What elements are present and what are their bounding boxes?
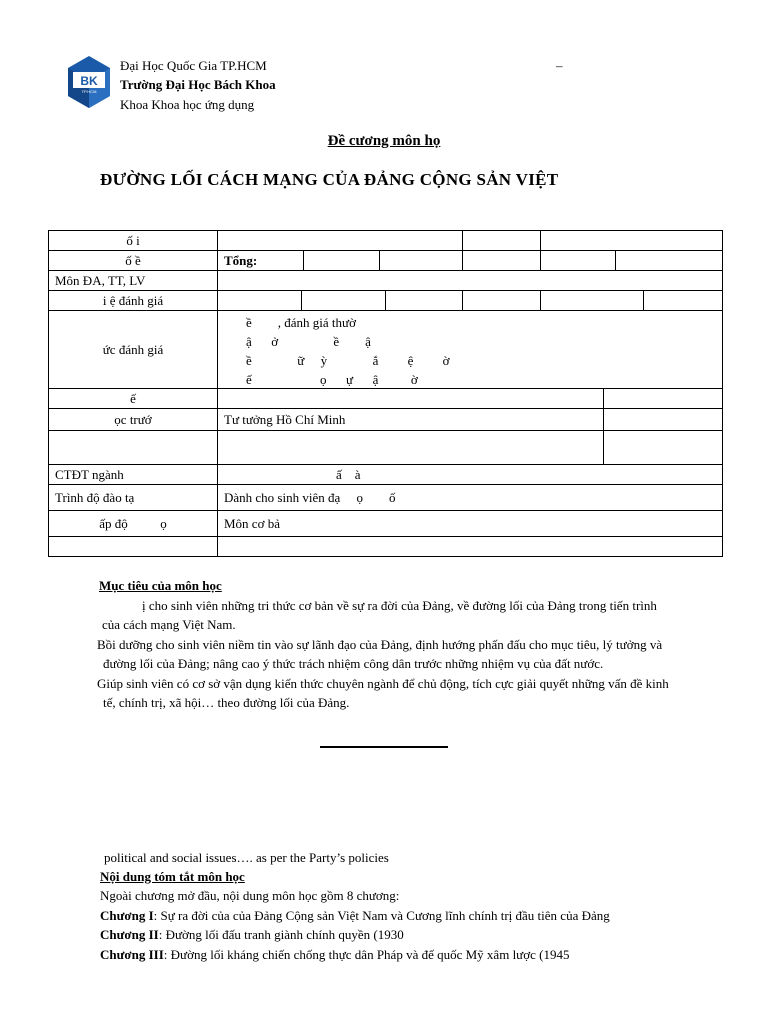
table-cell (603, 431, 722, 464)
chapter-label: Chương II (100, 927, 159, 942)
table-cell (217, 231, 462, 250)
assessment-line: ậ ở ề ậ (246, 334, 371, 349)
objectives-paragraph: Giúp sinh viên có cơ sở vận dụng kiến thức chuyên ngành để chủ động, tích cực giải quyết những vấn đề kinh (97, 676, 669, 691)
summary-heading: Nội dung tóm tắt môn học (100, 869, 245, 884)
chapter-item (100, 927, 404, 943)
objectives-paragraph: tế, chính trị, xã hội… theo đường lối của Đảng. (103, 695, 350, 710)
objectives-heading: Mục tiêu của môn học (99, 578, 222, 593)
table-cell-label: Trình độ đào tạ (55, 489, 135, 505)
table-row (49, 231, 722, 251)
table-row (49, 409, 722, 431)
table-cell-label: ố ề (125, 252, 141, 268)
table-row (49, 465, 722, 485)
table-cell-label: ấp độ ọ (99, 515, 167, 531)
table-cell (49, 537, 217, 556)
document-title-text: Đề cương môn họ (327, 133, 441, 149)
table-cell-course-type: Môn cơ bả (217, 511, 722, 536)
table-cell (462, 251, 540, 270)
chapter-item (100, 908, 610, 924)
table-cell (217, 537, 722, 556)
table-row (49, 485, 722, 511)
table-cell (615, 251, 722, 270)
table-cell (385, 291, 462, 310)
table-cell (540, 251, 615, 270)
logo-text: BK (80, 74, 98, 88)
table-cell (643, 291, 722, 310)
assessment-line: ề ữ ỳ ắ ệ ờ (246, 353, 450, 368)
table-cell (462, 291, 540, 310)
table-cell-prerequisite: Tư tưởng Hồ Chí Minh (217, 409, 603, 430)
table-cell (49, 431, 217, 464)
header-dash: – (556, 58, 563, 73)
table-cell (217, 431, 603, 464)
table-cell (540, 291, 643, 310)
table-row (49, 271, 722, 291)
assessment-line: ế ọ ự ậ ờ (246, 372, 418, 387)
table-cell (301, 291, 385, 310)
logo-subtext: TP.HCM (81, 89, 97, 94)
table-cell-assessment (217, 311, 722, 388)
table-cell-label: ọc trướ (114, 411, 152, 427)
assessment-line: ề , đánh giá thườ (246, 315, 356, 330)
table-cell (217, 271, 722, 290)
table-cell-program: ấ à (217, 465, 722, 484)
table-row (49, 511, 722, 537)
document-title (0, 133, 768, 150)
table-cell-level: Dành cho sinh viên đạ ọ ố (217, 485, 722, 510)
table-row (49, 311, 722, 389)
table-cell (540, 231, 722, 250)
summary-intro: Ngoài chương mở đầu, nội dung môn học gồm 8 chương: (100, 888, 400, 903)
objectives-paragraph: Bồi dưỡng cho sinh viên niềm tin vào sự lãnh đạo của Đảng, định hướng phấn đấu cho mục tiêu, lý tưởng và (97, 637, 663, 652)
table-cell (603, 389, 722, 408)
table-row (49, 291, 722, 311)
table-cell (303, 251, 379, 270)
section-divider (320, 746, 448, 748)
table-cell (217, 389, 603, 408)
chapter-label: Chương III (100, 947, 164, 962)
table-row (49, 389, 722, 409)
table-cell (217, 291, 301, 310)
table-cell-label: ố i (126, 232, 140, 248)
english-summary-line: political and social issues…. as per the Party’s policies (104, 850, 389, 865)
chapter-text: : Đường lối đấu tranh giành chính quyền (1930 (158, 927, 404, 942)
table-cell-label: i ệ đánh giá (102, 292, 164, 308)
table-row (49, 251, 722, 271)
chapter-text: : Đường lối kháng chiến chống thực dân Pháp và đế quốc Mỹ xâm lược (1945 (163, 947, 570, 962)
header-faculty: Khoa Khoa học ứng dụng (120, 97, 255, 112)
table-cell-label: ức đánh giá (102, 341, 164, 357)
university-logo (60, 55, 118, 110)
header-university: Đại Học Quốc Gia TP.HCM (120, 58, 267, 73)
objectives-paragraph: đường lối của Đảng; nâng cao ý thức trách nhiệm công dân trước những nhiệm vụ của đất nước. (103, 656, 604, 671)
table-row (49, 431, 722, 465)
objectives-paragraph: ị cho sinh viên những tri thức cơ bản về sự ra đời của Đảng, về đường lối của Đảng trong tiến trình (142, 598, 657, 613)
objectives-paragraph: của cách mạng Việt Nam. (102, 617, 236, 632)
table-cell-label: ế (130, 390, 136, 406)
header-school: Trường Đại Học Bách Khoa (120, 77, 276, 92)
chapter-item (100, 947, 569, 963)
table-cell (603, 409, 722, 430)
chapter-text: : Sự ra đời của của Đảng Cộng sản Việt Nam và Cương lĩnh chính trị đầu tiên của Đảng (153, 908, 610, 923)
table-cell-total: Tổng: (217, 251, 303, 270)
table-row (49, 537, 722, 556)
chapter-label: Chương I (100, 908, 154, 923)
course-title: ĐƯỜNG LỐI CÁCH MẠNG CỦA ĐẢNG CỘNG SẢN VIỆT (100, 170, 559, 189)
table-cell-label: Môn ĐA, TT, LV (55, 272, 146, 288)
table-cell (462, 231, 540, 250)
table-cell-label: CTĐT ngành (55, 466, 124, 482)
course-info-table (48, 230, 723, 557)
table-cell (379, 251, 462, 270)
